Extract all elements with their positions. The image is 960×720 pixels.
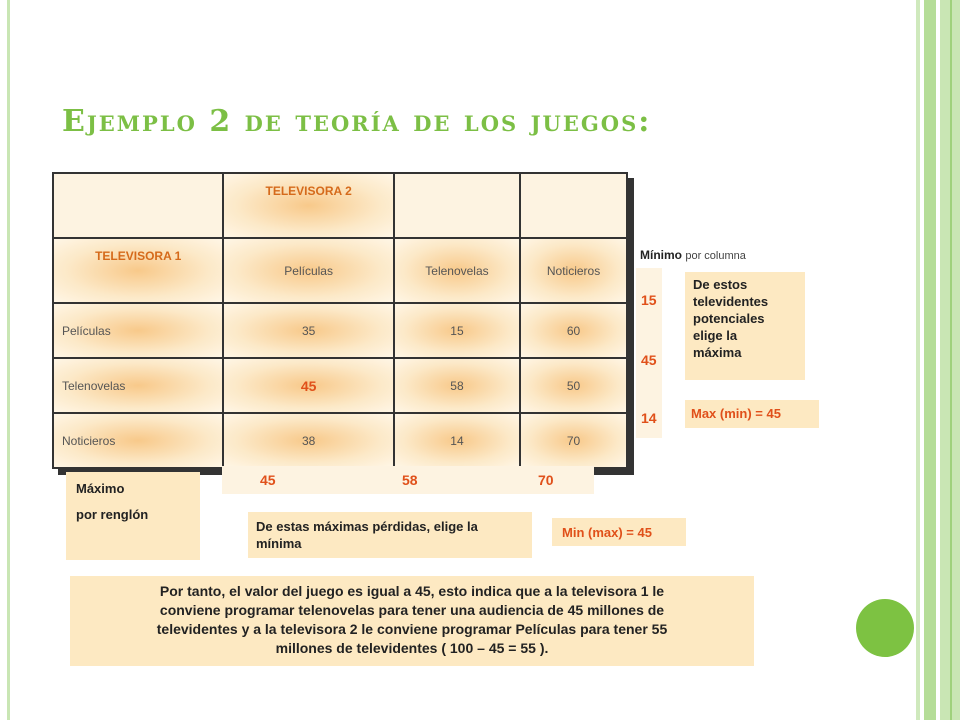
max-value: 45 xyxy=(260,472,276,488)
max-min-note: De estos televidentes potenciales elige la máxima xyxy=(685,272,805,380)
frame-right-stripe xyxy=(916,0,920,720)
max-value: 70 xyxy=(538,472,554,488)
table-cell: 38 xyxy=(223,413,393,468)
row-label: Noticieros xyxy=(53,413,223,468)
table-cell: 60 xyxy=(520,303,627,358)
table-cell: 58 xyxy=(394,358,520,413)
frame-left-border xyxy=(7,0,10,720)
frame-right-stripe xyxy=(924,0,936,720)
min-value: 15 xyxy=(641,292,657,308)
row-label: Películas xyxy=(53,303,223,358)
table-cell-saddle: 45 xyxy=(223,358,393,413)
table-cell-empty xyxy=(53,173,223,238)
min-label: Mínimo por columna xyxy=(640,248,746,262)
slide-title: Ejemplo 2 de teoría de los juegos: xyxy=(62,104,652,139)
table-cell: 15 xyxy=(394,303,520,358)
table-cell: 14 xyxy=(394,413,520,468)
table-row xyxy=(53,358,627,413)
min-max-note: De estas máximas pérdidas, elige la mínima xyxy=(248,512,532,558)
min-value: 14 xyxy=(641,410,657,426)
table-row xyxy=(53,173,627,238)
table-row xyxy=(53,238,627,303)
table-cell: 35 xyxy=(223,303,393,358)
row-header: TELEVISORA 1 xyxy=(53,238,223,303)
max-min-result: Max (min) = 45 xyxy=(685,400,819,428)
max-value: 58 xyxy=(402,472,418,488)
table-cell: 70 xyxy=(520,413,627,468)
column-header: Películas xyxy=(223,238,393,303)
corner-header: TELEVISORA 2 xyxy=(223,173,393,238)
table-cell: 50 xyxy=(520,358,627,413)
min-max-result: Min (max) = 45 xyxy=(552,518,686,546)
table-cell-empty xyxy=(394,173,520,238)
conclusion-box: Por tanto, el valor del juego es igual a 45, esto indica que a la televisora 1 le conviene programar telenovelas para tener una audiencia de 45 millones de televidentes y a la televisora 2 le conviene programar Películas para tener 55 millones de televidentes ( 100 – 45 = 55 ). xyxy=(70,576,754,666)
payoff-table xyxy=(52,172,628,469)
frame-right-stripe xyxy=(950,0,952,720)
table-row xyxy=(53,413,627,468)
column-header: Telenovelas xyxy=(394,238,520,303)
table-row xyxy=(53,303,627,358)
row-label: Telenovelas xyxy=(53,358,223,413)
column-header: Noticieros xyxy=(520,238,627,303)
decorative-circle xyxy=(856,599,914,657)
min-value: 45 xyxy=(641,352,657,368)
max-label: Máximo por renglón xyxy=(66,472,200,560)
table-cell-empty xyxy=(520,173,627,238)
